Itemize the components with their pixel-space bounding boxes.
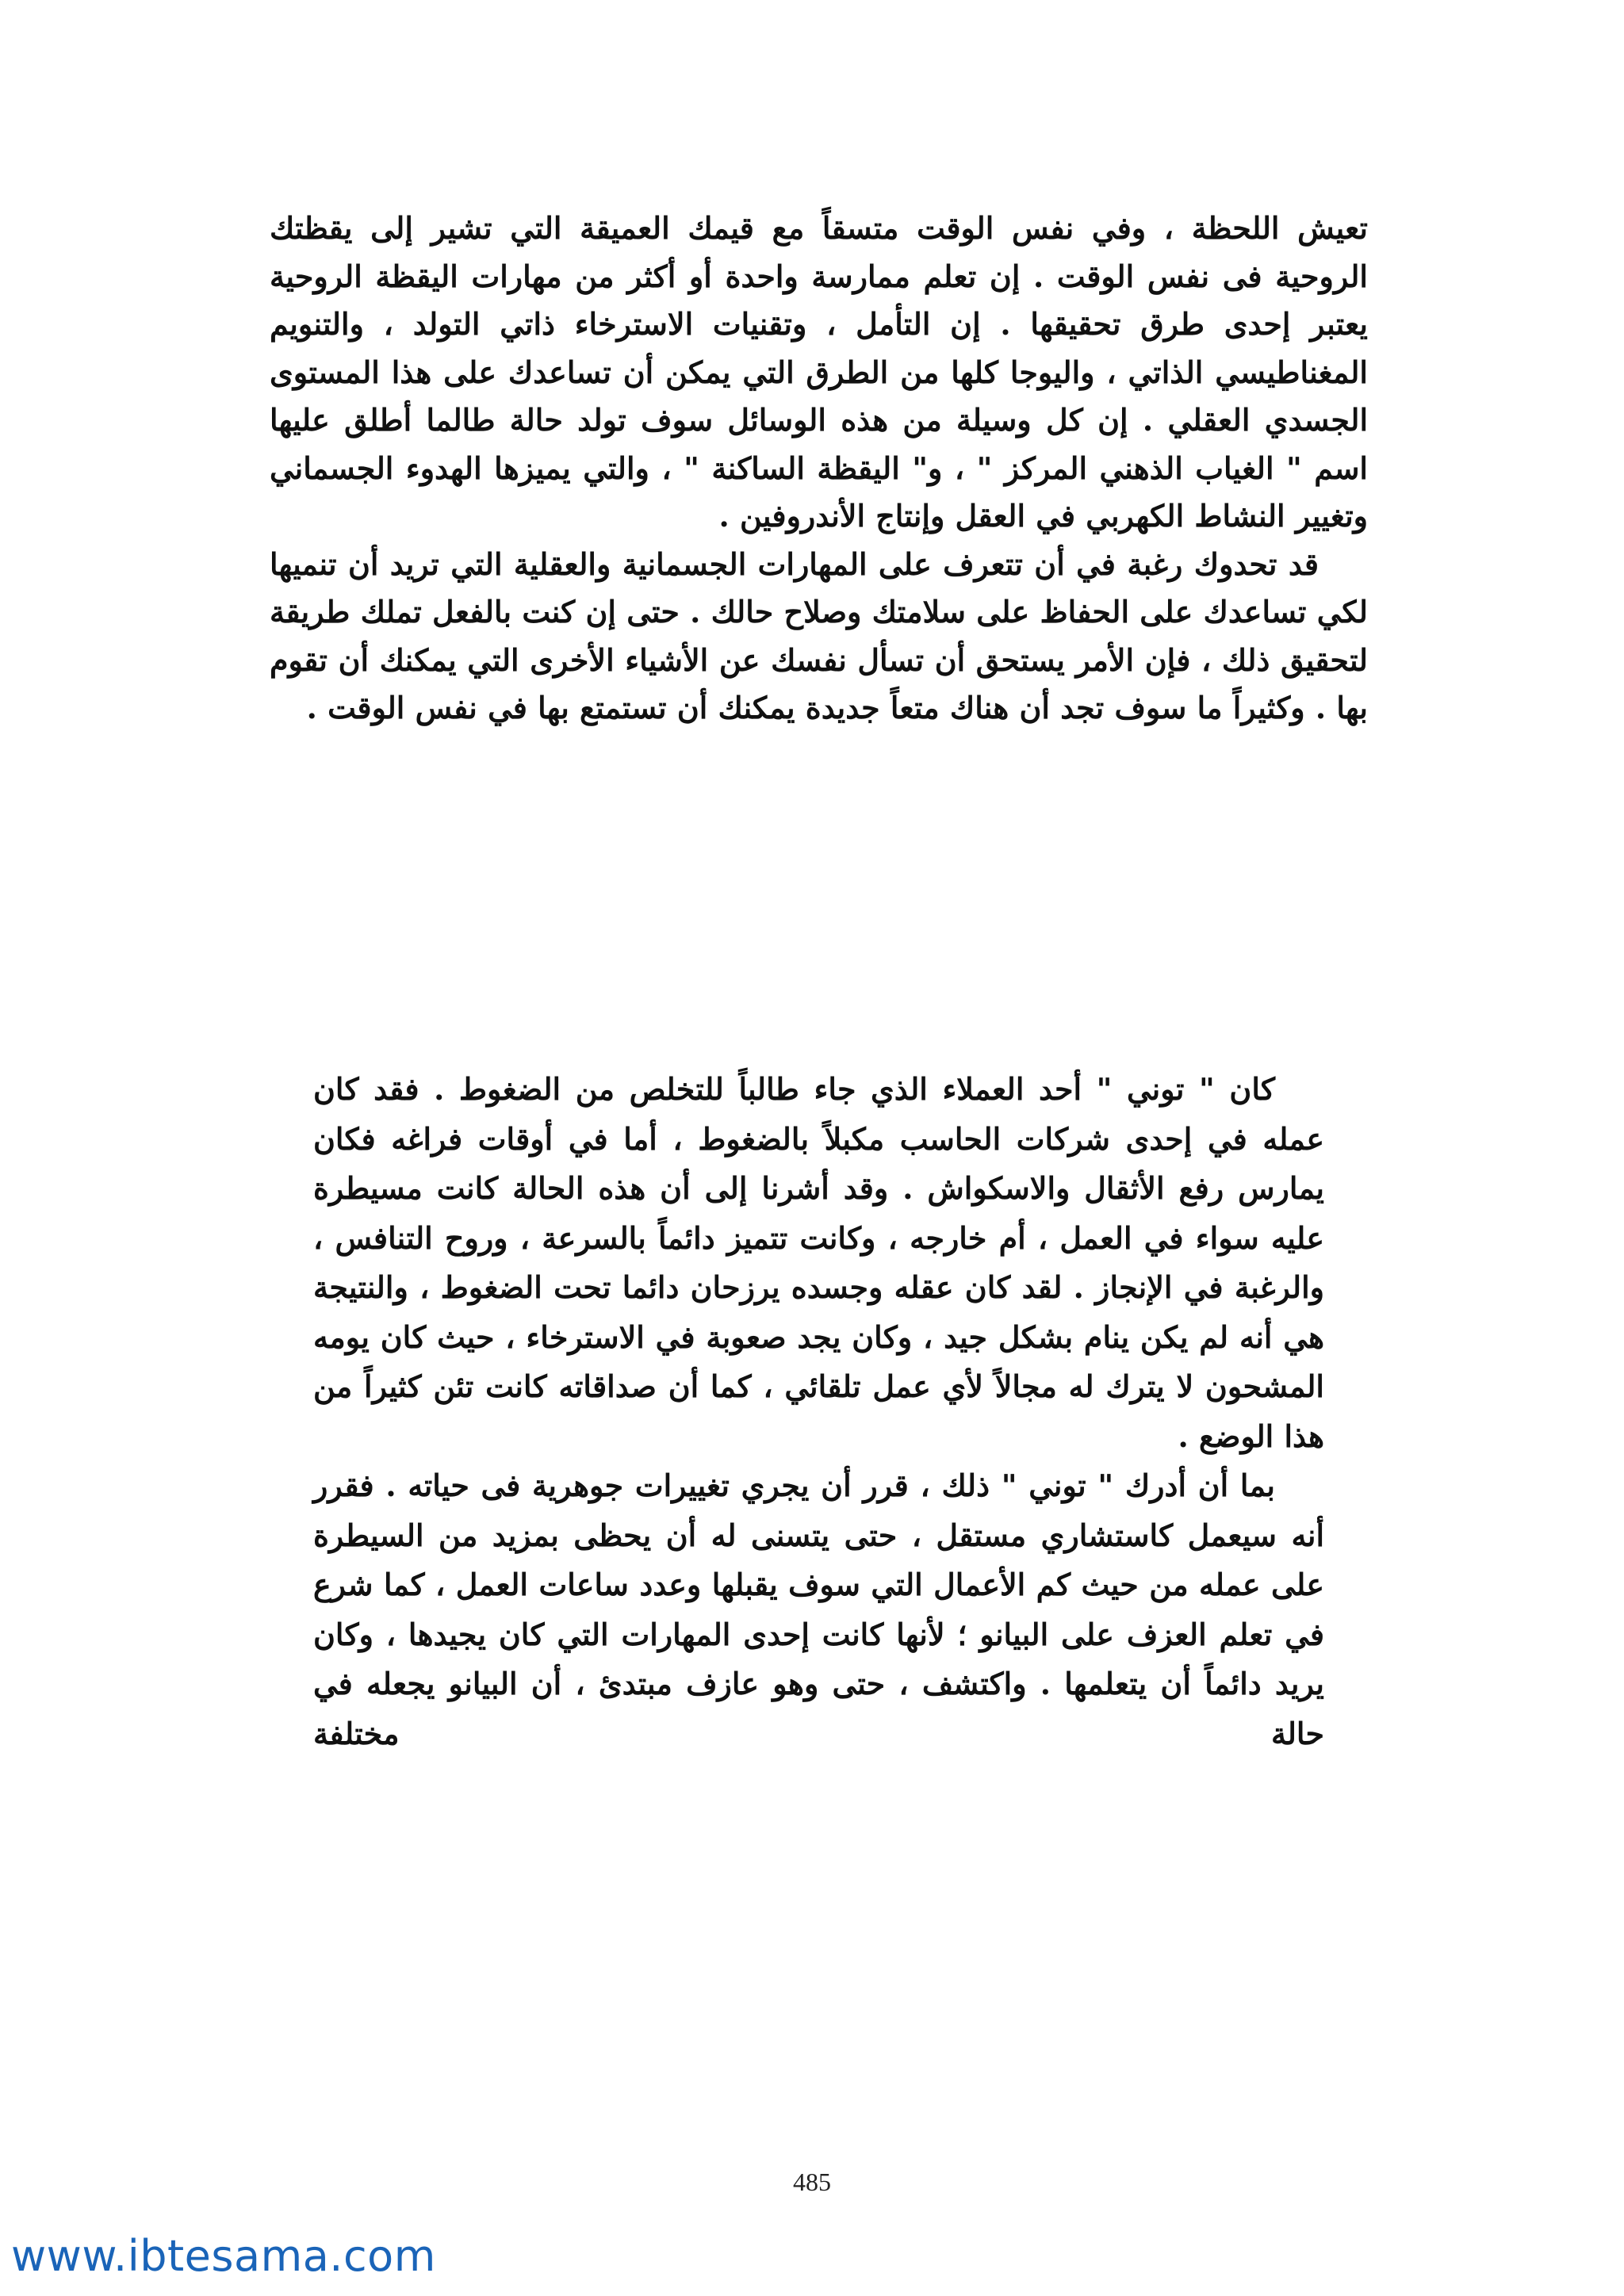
case-study-block — [313, 1065, 1324, 1758]
main-paragraph-2: قد تحدوك رغبة في أن تتعرف على المهارات الجسمانية والعقلية التي تريد أن تنميها لكي تساعدك على الحفاظ على سلامتك وصلاح حالك . حتى إن كنت بالفعل تملك طريقة لتحقيق ذلك ، فإن الأمر يستحق أن تسأل نفسك عن الأشياء الأخرى التي يمكنك أن تقوم بها . وكثيراً ما سوف تجد أن هناك متعاً جديدة يمكنك أن تستمتع بها في نفس الوقت . — [270, 545, 1368, 725]
case-study-paragraph-2: بما أن أدرك " توني " ذلك ، قرر أن يجري تغييرات جوهرية فى حياته . فقرر أنه سيعمل كاستشاري مستقل ، حتى يتسنى له أن يحظى بمزيد من السيطرة على عمله من حيث كم الأعمال التي سوف يقبلها وعدد ساعات العمل ، كما شرع في تعلم العزف على البيانو ؛ لأنها كانت إحدى المهارات التي كان يجيدها ، وكان يريد دائماً أن يتعلمها . واكتشف ، حتى وهو عازف مبتدئ ، أن البيانو يجعله في حالة مختلفة — [313, 1468, 1324, 1751]
page-number: 485 — [793, 2168, 831, 2196]
main-text-block — [270, 205, 1368, 733]
main-paragraph-1: تعيش اللحظة ، وفي نفس الوقت متسقاً مع قيمك العميقة التي تشير إلى يقظتك الروحية فى نفس الوقت . إن تعلم ممارسة واحدة أو أكثر من مهارات اليقظة الروحية يعتبر إحدى طرق تحقيقها . إن التأمل ، وتقنيات الاسترخاء ذاتي التولد ، والتنويم المغناطيسي الذاتي ، واليوجا كلها من الطرق التي يمكن أن تساعدك على هذا المستوى الجسدي العقلي . إن كل وسيلة من هذه الوسائل سوف تولد حالة طالما أطلق عليها اسم " الغياب الذهني المركز " ، و" اليقظة الساكنة " ، والتي يميزها الهدوء الجسماني وتغيير النشاط الكهربي في العقل وإنتاج الأندروفين . — [270, 210, 1368, 534]
watermark-url: www.ibtesama.com — [11, 2231, 436, 2281]
case-study-paragraph-1: كان " توني " أحد العملاء الذي جاء طالباً للتخلص من الضغوط . فقد كان عمله في إحدى شركات الحاسب مكبلاً بالضغوط ، أما في أوقات فراغه فكان يمارس رفع الأثقال والاسكواش . وقد أشرنا إلى أن هذه الحالة كانت مسيطرة عليه سواء في العمل ، أم خارجه ، وكانت تتميز دائماً بالسرعة ، وروح التنافس ، والرغبة في الإنجاز . لقد كان عقله وجسده يرزحان دائما تحت الضغوط ، والنتيجة هي أنه لم يكن ينام بشكل جيد ، وكان يجد صعوبة في الاسترخاء ، حيث كان يومه المشحون لا يترك له مجالاً لأي عمل تلقائي ، كما أن صداقاته كانت تئن كثيراً من هذا الوضع . — [313, 1071, 1324, 1454]
